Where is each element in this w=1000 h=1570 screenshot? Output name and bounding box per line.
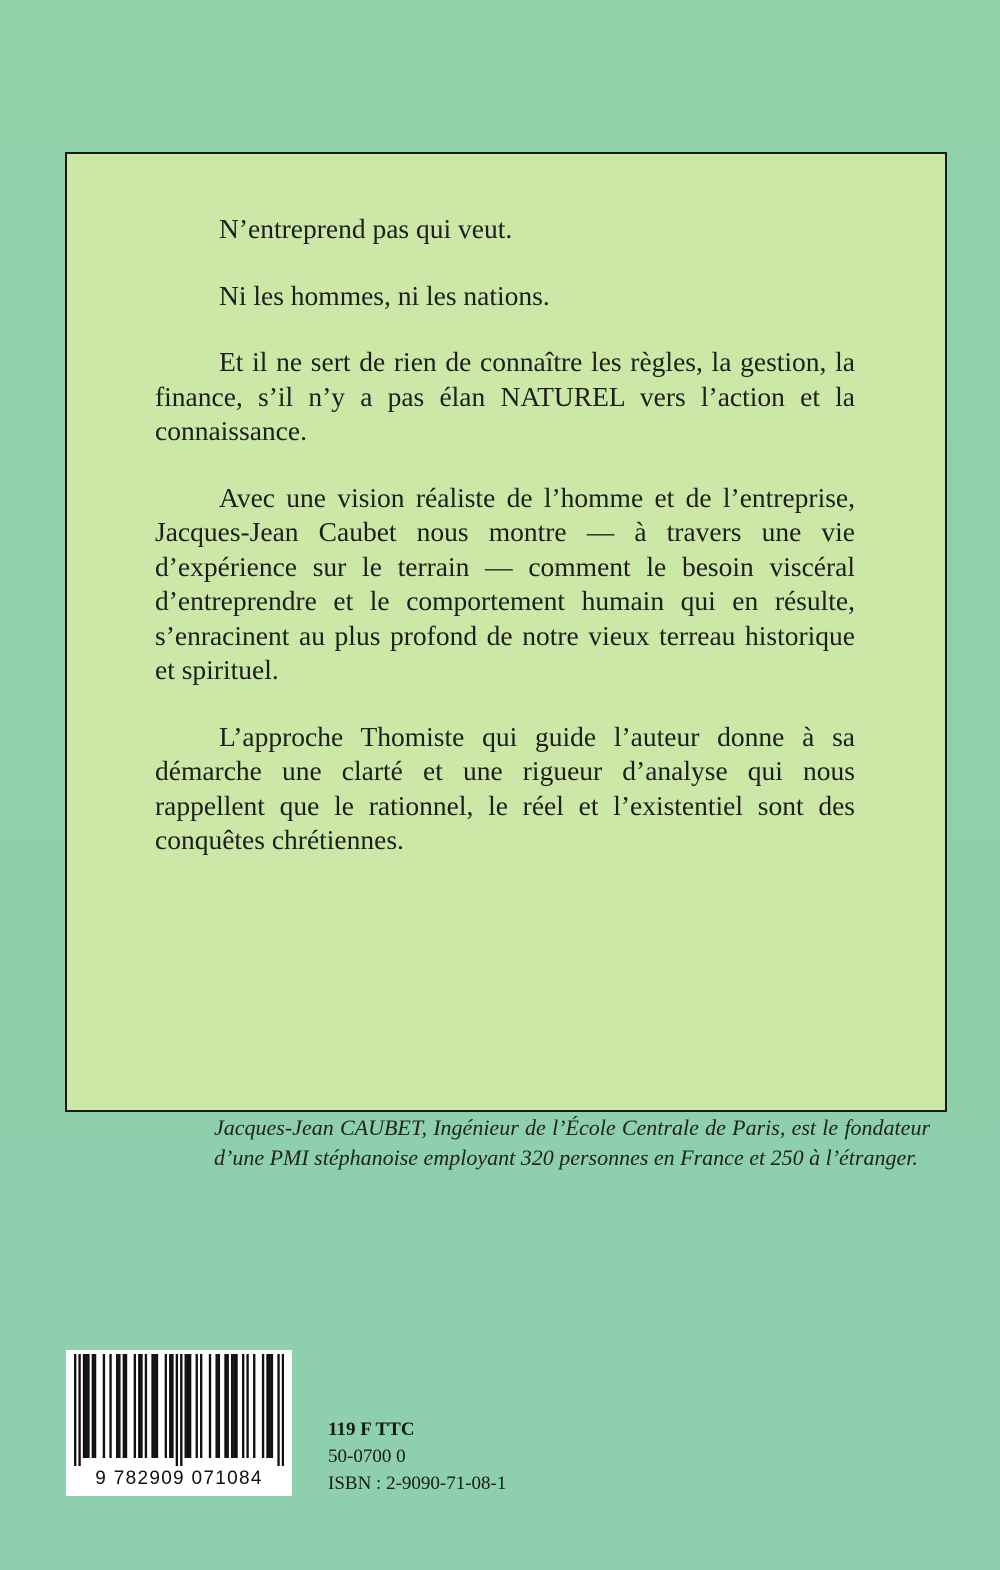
blurb-paragraph-1: N’entreprend pas qui veut. (219, 213, 513, 244)
blurb-paragraph-5: L’approche Thomiste qui guide l’auteur donne à sa démarche une clarté et une rigueur d’analyse qui nous rappellent que le rationnel, le réel et l’existentiel sont des conquêtes chrétiennes. (155, 720, 855, 855)
barcode-bar (109, 1354, 111, 1458)
price-block (328, 1416, 506, 1497)
author-bio: Jacques-Jean CAUBET, Ingénieur de l’École Centrale de Paris, est le fondateur d’une PMI stéphanoise employant 320 personnes en France et 250 à l’étranger. (214, 1115, 930, 1170)
barcode-bar (180, 1354, 182, 1466)
barcode-bar (169, 1354, 171, 1458)
barcode-bar (196, 1354, 198, 1458)
barcode-bar (138, 1354, 140, 1458)
barcode-bar (233, 1354, 235, 1458)
barcode-bar (282, 1354, 284, 1466)
barcode-bar (262, 1354, 264, 1458)
barcode-bar (92, 1354, 94, 1458)
barcode-bar (209, 1354, 211, 1458)
barcode-bar (227, 1354, 229, 1458)
blurb-paragraph-2: Ni les hommes, ni les nations. (219, 279, 550, 311)
barcode-bar (224, 1354, 226, 1458)
product-code: 50-0700 0 (328, 1446, 406, 1467)
barcode-bar (271, 1354, 273, 1458)
barcode-bar (171, 1354, 173, 1458)
price-label: 119 F TTC (328, 1419, 415, 1440)
barcode-bar (118, 1354, 120, 1458)
barcode-bar (185, 1354, 187, 1458)
barcode-bar (85, 1354, 87, 1458)
barcode-bar (123, 1354, 125, 1458)
barcode-bar (140, 1354, 142, 1458)
barcode-bar (156, 1354, 158, 1458)
barcode-bar (235, 1354, 237, 1458)
barcode-bar (134, 1354, 136, 1458)
barcode-bar (83, 1354, 85, 1458)
barcode-bar (269, 1354, 271, 1458)
barcode-bar (189, 1354, 191, 1458)
blurb-paragraph-4: Avec une vision réaliste de l’homme et de l’entreprise, Jacques-Jean Caubet nous montre — à travers une vie d’expérience sur le terrain — comment le besoin viscéral d’entreprendre et le comportement humain qui en résulte, s’enracinent au plus profond de notre vieux terreau historique et spirituel. (155, 481, 855, 685)
barcode-bar (103, 1354, 105, 1458)
blurb-text (155, 212, 855, 890)
barcode-bar (78, 1354, 80, 1466)
barcode-bar (145, 1354, 147, 1458)
barcode-digits: 9 782909 071084 (95, 1468, 263, 1489)
isbn-barcode (66, 1350, 292, 1496)
blurb-paragraph-3: Et il ne sert de rien de connaître les règles, la gestion, la finance, s’il n’y a pas élan NATUREL vers l’action et la connaissance. (155, 346, 855, 446)
barcode-bars (74, 1354, 284, 1466)
barcode-bar (116, 1354, 118, 1458)
barcode-bar (165, 1354, 167, 1458)
barcode-bar (218, 1354, 220, 1458)
barcode-bar (200, 1354, 202, 1458)
barcode-bar (176, 1354, 178, 1466)
barcode-bar (74, 1354, 76, 1466)
barcode-bar (154, 1354, 156, 1458)
barcode-bar (87, 1354, 89, 1458)
isbn-label: ISBN : 2-9090-71-08-1 (328, 1473, 507, 1494)
barcode-bar (266, 1354, 268, 1458)
barcode-bar (151, 1354, 153, 1458)
barcode-bar (242, 1354, 244, 1458)
barcode-bar (231, 1354, 233, 1458)
barcode-bar (94, 1354, 96, 1458)
barcode-bar (246, 1354, 248, 1458)
barcode-bar (253, 1354, 255, 1458)
barcode-bar (215, 1354, 217, 1458)
barcode-bar (187, 1354, 189, 1458)
barcode-bar (277, 1354, 279, 1466)
blurb-box (65, 152, 947, 1170)
barcode-bar (125, 1354, 127, 1458)
